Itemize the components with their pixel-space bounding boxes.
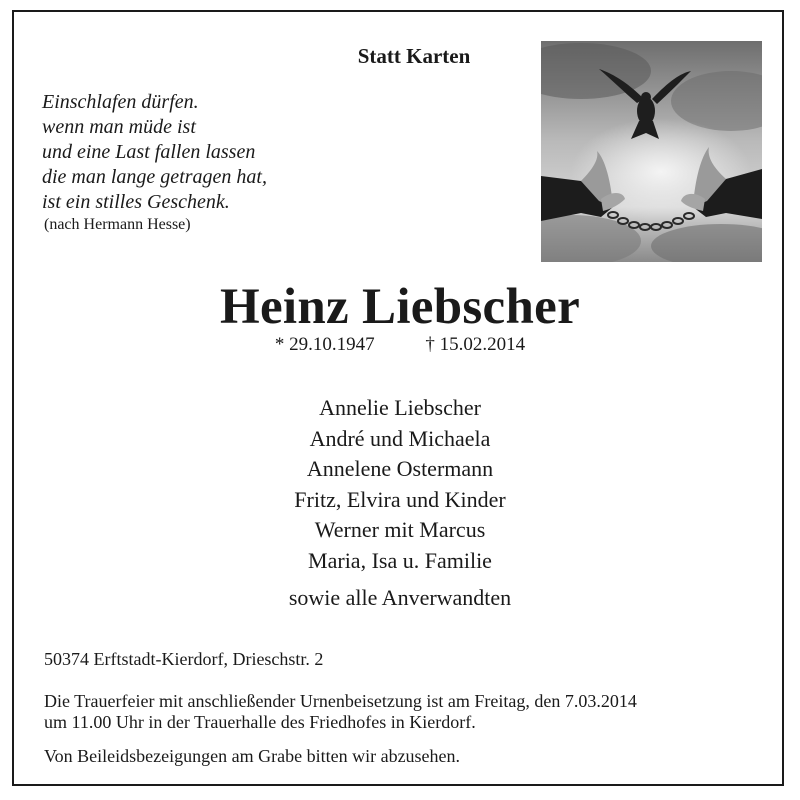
poem-line: wenn man müde ist [42, 116, 196, 138]
mourner-name: Werner mit Marcus [314, 517, 486, 542]
funeral-details [44, 691, 774, 733]
mourner-name: Annelie Liebscher [319, 395, 481, 420]
funeral-line: Die Trauerfeier mit anschließender Urnenbeisetzung ist am Freitag, den 7.03.2014 [44, 691, 637, 711]
poem [42, 90, 342, 215]
statt-karten-heading: Statt Karten [357, 44, 471, 68]
mourner-name: Fritz, Elvira und Kinder [294, 486, 506, 512]
poem-line: Einschlafen dürfen. [42, 91, 199, 113]
birth-date: * 29.10.1947 [274, 334, 375, 355]
poem-line: die man lange getragen hat, [42, 166, 267, 188]
life-dates [14, 334, 786, 356]
dove-and-unchained-hands-image [541, 41, 762, 262]
poem-line: und eine Last fallen lassen [42, 141, 256, 163]
death-date: † 15.02.2014 [425, 334, 526, 355]
condolence-note: Von Beileidsbezeigungen am Grabe bitten wir abzusehen. [44, 746, 461, 766]
mourners-list [14, 393, 786, 576]
poem-attribution: (nach Hermann Hesse) [44, 216, 191, 233]
mourner-name: Annelene Ostermann [306, 456, 494, 481]
funeral-line: um 11.00 Uhr in der Trauerhalle des Friedhofes in Kierdorf. [44, 712, 476, 732]
address: 50374 Erftstadt-Kierdorf, Drieschstr. 2 [44, 649, 324, 669]
relatives-line: sowie alle Anverwandten [288, 585, 512, 610]
mourner-name: André und Michaela [309, 425, 491, 451]
mourner-name: Maria, Isa u. Familie [308, 547, 492, 573]
deceased-name: Heinz Liebscher [219, 279, 581, 335]
poem-line: ist ein stilles Geschenk. [42, 191, 230, 213]
obituary-frame [12, 10, 784, 786]
